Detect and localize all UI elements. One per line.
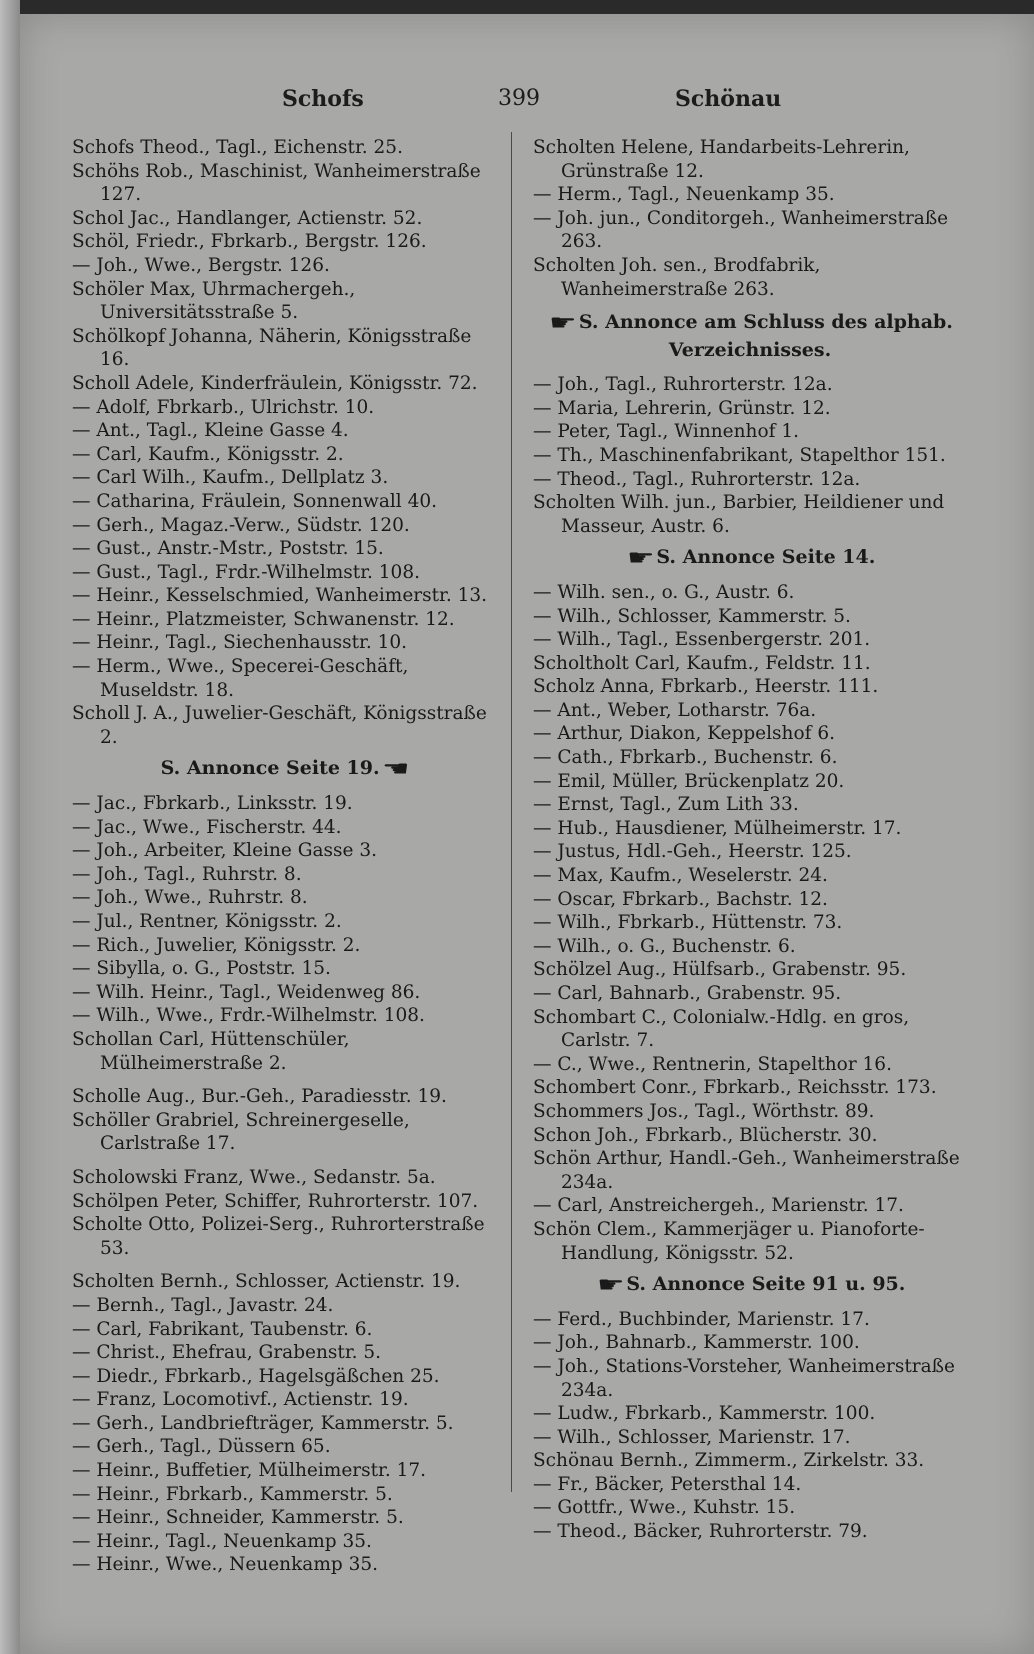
directory-entry: — Gottfr., Wwe., Kuhstr. 15. [533, 1497, 796, 1519]
directory-entry: Scholten Joh. sen., Brodfabrik, Wanheimerstraße 263. [533, 254, 821, 300]
directory-entry: — Wilh., o. G., Buchenstr. 6. [533, 935, 796, 957]
directory-entry: Schombert Conr., Fbrkarb., Reichsstr. 173. [533, 1077, 937, 1099]
directory-entry: Scholten Wilh. jun., Barbier, Heildiener und Masseur, Austr. 6. [533, 492, 945, 537]
directory-entry: Scholowski Franz, Wwe., Sedanstr. 5a. [72, 1166, 436, 1188]
directory-entry: — Heinr., Fbrkarb., Kammerstr. 5. [72, 1483, 393, 1505]
directory-entry: Schofs Theod., Tagl., Eichenstr. 25. [72, 137, 403, 158]
directory-entry: — Wilh., Schlosser, Marienstr. 17. [533, 1426, 851, 1448]
directory-entry: — Gerh., Landbriefträger, Kammerstr. 5. [72, 1412, 454, 1434]
directory-entry: Schölpen Peter, Schiffer, Ruhrorterstr. 107. [72, 1190, 479, 1212]
directory-entry: Scholtholt Carl, Kaufm., Feldstr. 11. [533, 652, 871, 674]
pointing-hand-icon: ☚ [381, 757, 410, 783]
directory-entry: — Heinr., Tagl., Siechenhausstr. 10. [72, 632, 408, 654]
directory-entry: Schönau Bernh., Zimmerm., Zirkelstr. 33. [533, 1450, 925, 1472]
directory-entry: — Wilh., Fbrkarb., Hüttenstr. 73. [533, 912, 843, 934]
directory-entry: — Christ., Ehefrau, Grabenstr. 5. [72, 1342, 382, 1364]
right-column [533, 136, 967, 1544]
directory-entry: — Joh., Tagl., Ruhrorterstr. 12a. [533, 374, 833, 396]
annotation-right-2 [533, 546, 967, 571]
directory-entry: — Heinr., Tagl., Neuenkamp 35. [72, 1530, 372, 1552]
directory-entry: — Wilh., Schlosser, Kammerstr. 5. [533, 605, 851, 627]
directory-entry: Schölzel Aug., Hülfsarb., Grabenstr. 95. [533, 959, 907, 981]
directory-entry: — Oscar, Fbrkarb., Bachstr. 12. [533, 888, 828, 910]
directory-entry: Schon Joh., Fbrkarb., Blücherstr. 30. [533, 1124, 878, 1146]
directory-entry: Scholl J. A., Juwelier-Geschäft, Königsstraße 2. [72, 703, 487, 748]
directory-entry: — Fr., Bäcker, Petersthal 14. [533, 1473, 802, 1495]
directory-entry: — Gerh., Tagl., Düssern 65. [72, 1436, 331, 1458]
directory-entry: — Theod., Bäcker, Ruhrorterstr. 79. [533, 1521, 868, 1543]
directory-entry: — Ant., Weber, Lotharstr. 76a. [533, 699, 817, 721]
directory-entry: — Hub., Hausdiener, Mülheimerstr. 17. [533, 817, 902, 839]
pointing-hand-icon: ☛ [626, 546, 655, 572]
directory-entry: — Adolf, Fbrkarb., Ulrichstr. 10. [72, 396, 375, 418]
directory-entry: Schöller Grabriel, Schreinergeselle, Carlstraße 17. [72, 1109, 410, 1155]
directory-entry: — Wilh. sen., o. G., Austr. 6. [533, 581, 795, 603]
directory-entry: — Wilh. Heinr., Tagl., Weidenweg 86. [72, 981, 421, 1003]
directory-entry: Schöler Max, Uhrmachergeh., Universitätsstraße 5. [72, 278, 356, 324]
directory-entry: — Rich., Juwelier, Königsstr. 2. [72, 934, 361, 956]
directory-entry: — Herm., Wwe., Specerei-Geschäft, Museldstr. 18. [72, 656, 409, 701]
directory-entry: — Theod., Tagl., Ruhrorterstr. 12a. [533, 468, 861, 490]
directory-entry: — Joh., Arbeiter, Kleine Gasse 3. [72, 840, 377, 862]
directory-entry: — Joh. jun., Conditorgeh., Wanheimerstraße 263. [533, 207, 949, 253]
directory-entry: — Wilh., Tagl., Essenbergerstr. 201. [533, 629, 871, 651]
directory-entry: — Heinr., Buffetier, Mülheimerstr. 17. [72, 1460, 427, 1482]
directory-entry: — Maria, Lehrerin, Grünstr. 12. [533, 397, 831, 419]
directory-entry: — Carl Wilh., Kaufm., Dellplatz 3. [72, 467, 389, 489]
directory-entry: — Th., Maschinenfabrikant, Stapelthor 151. [533, 444, 946, 466]
annotation-text: S. Annonce Seite 19. [160, 757, 380, 780]
directory-entry: — Gust., Anstr.-Mstr., Poststr. 15. [72, 538, 384, 560]
annotation-right-3 [533, 1273, 967, 1298]
directory-entry: Schön Clem., Kammerjäger u. Pianoforte-Handlung, Königsstr. 52. [533, 1218, 925, 1264]
directory-entry: — Sibylla, o. G., Poststr. 15. [72, 958, 331, 980]
directory-entry: — Max, Kaufm., Weselerstr. 24. [533, 865, 828, 887]
directory-entry: Scholz Anna, Fbrkarb., Heerstr. 111. [533, 676, 879, 698]
directory-entry: — Carl, Anstreichergeh., Marienstr. 17. [533, 1195, 904, 1217]
directory-entry: — Heinr., Schneider, Kammerstr. 5. [72, 1507, 404, 1529]
directory-entry: — Joh., Tagl., Ruhrstr. 8. [72, 863, 302, 885]
pointing-hand-icon: ☛ [596, 1273, 625, 1299]
directory-entry: Schöhs Rob., Maschinist, Wanheimerstraße 127. [72, 160, 481, 206]
directory-entry: — Jac., Wwe., Fischerstr. 44. [72, 816, 342, 838]
directory-entry: — Bernh., Tagl., Javastr. 24. [72, 1294, 334, 1316]
directory-entry: — Diedr., Fbrkarb., Hagelsgäßchen 25. [72, 1365, 440, 1387]
directory-entry: Schommers Jos., Tagl., Wörthstr. 89. [533, 1100, 875, 1122]
page-header [20, 86, 1034, 126]
directory-entry: — Carl, Kaufm., Königsstr. 2. [72, 443, 344, 465]
directory-entry: — Ernst, Tagl., Zum Lith 33. [533, 794, 799, 816]
directory-entry: — Carl, Bahnarb., Grabenstr. 95. [533, 983, 842, 1004]
directory-entry: — Ant., Tagl., Kleine Gasse 4. [72, 420, 349, 442]
annotation-text: S. Annonce Seite 14. [656, 546, 876, 569]
directory-entry: — Jul., Rentner, Königsstr. 2. [72, 911, 342, 932]
scan-left-edge [0, 0, 20, 1654]
directory-entry: Scholten Helene, Handarbeits-Lehrerin, Grünstraße 12. [533, 137, 910, 182]
directory-entry: Schön Arthur, Handl.-Geh., Wanheimerstraße 234a. [533, 1148, 960, 1193]
directory-entry: — Joh., Bahnarb., Kammerstr. 100. [533, 1332, 860, 1354]
directory-entry: Scholle Aug., Bur.-Geh., Paradiesstr. 19. [72, 1086, 447, 1108]
left-column [72, 136, 500, 1577]
directory-entry: — Gust., Tagl., Frdr.-Wilhelmstr. 108. [72, 561, 420, 583]
header-last-name: Schönau [675, 86, 782, 112]
directory-entry: Scholten Bernh., Schlosser, Actienstr. 19. [72, 1271, 461, 1293]
column-divider [511, 132, 512, 1492]
annotation-text: S. Annonce Seite 91 u. 95. [626, 1273, 906, 1296]
directory-entry: — Wilh., Wwe., Frdr.-Wilhelmstr. 108. [72, 1005, 425, 1027]
directory-entry: — Heinr., Platzmeister, Schwanenstr. 12. [72, 608, 455, 630]
directory-entry: — Cath., Fbrkarb., Buchenstr. 6. [533, 747, 838, 769]
directory-entry: — Heinr., Wwe., Neuenkamp 35. [72, 1554, 379, 1576]
directory-entry: — Peter, Tagl., Winnenhof 1. [533, 421, 799, 443]
directory-entry: Schollan Carl, Hüttenschüler, Mülheimerstraße 2. [72, 1028, 350, 1074]
header-first-name: Schofs [282, 86, 364, 112]
directory-entry: — Joh., Stations-Vorsteher, Wanheimerstraße 234a. [533, 1355, 955, 1401]
annotation-right-1 [533, 309, 967, 363]
directory-entry: — Joh., Wwe., Ruhrstr. 8. [72, 887, 308, 909]
annotation-text: S. Annonce am Schluss des alphab. Verzeichnisses. [578, 311, 953, 362]
pointing-hand-icon: ☛ [549, 311, 577, 337]
directory-entry: — Emil, Müller, Brückenplatz 20. [533, 770, 845, 792]
directory-entry: Scholte Otto, Polizei-Serg., Ruhrorterstraße 53. [72, 1214, 485, 1259]
directory-entry: Schölkopf Johanna, Näherin, Königsstraße 16. [72, 325, 472, 371]
directory-entry: Schombart C., Colonialw.-Hdlg. en gros, Carlstr. 7. [533, 1006, 910, 1052]
directory-entry: — Joh., Wwe., Bergstr. 126. [72, 254, 330, 276]
directory-entry: — Gerh., Magaz.-Verw., Südstr. 120. [72, 514, 410, 536]
directory-entry: — Heinr., Kesselschmied, Wanheimerstr. 13. [72, 585, 488, 607]
directory-entry: — Carl, Fabrikant, Taubenstr. 6. [72, 1318, 373, 1340]
scan-top-edge [0, 0, 1034, 14]
directory-entry: — C., Wwe., Rentnerin, Stapelthor 16. [533, 1053, 892, 1075]
directory-entry: — Ferd., Buchbinder, Marienstr. 17. [533, 1308, 870, 1330]
page-number: 399 [498, 86, 540, 111]
directory-entry: — Franz, Locomotivf., Actienstr. 19. [72, 1389, 409, 1411]
annotation-left [72, 757, 500, 782]
directory-entry: — Catharina, Fräulein, Sonnenwall 40. [72, 490, 437, 512]
directory-entry: Schol Jac., Handlanger, Actienstr. 52. [72, 207, 423, 229]
directory-entry: — Jac., Fbrkarb., Linksstr. 19. [72, 793, 353, 815]
directory-entry: — Herm., Tagl., Neuenkamp 35. [533, 184, 835, 206]
directory-entry: — Arthur, Diakon, Keppelshof 6. [533, 723, 835, 745]
directory-entry: — Justus, Hdl.-Geh., Heerstr. 125. [533, 841, 852, 863]
directory-entry: Scholl Adele, Kinderfräulein, Königsstr. 72. [72, 372, 478, 394]
directory-page [20, 14, 1034, 1654]
directory-entry: Schöl, Friedr., Fbrkarb., Bergstr. 126. [72, 231, 427, 253]
directory-entry: — Ludw., Fbrkarb., Kammerstr. 100. [533, 1403, 876, 1425]
